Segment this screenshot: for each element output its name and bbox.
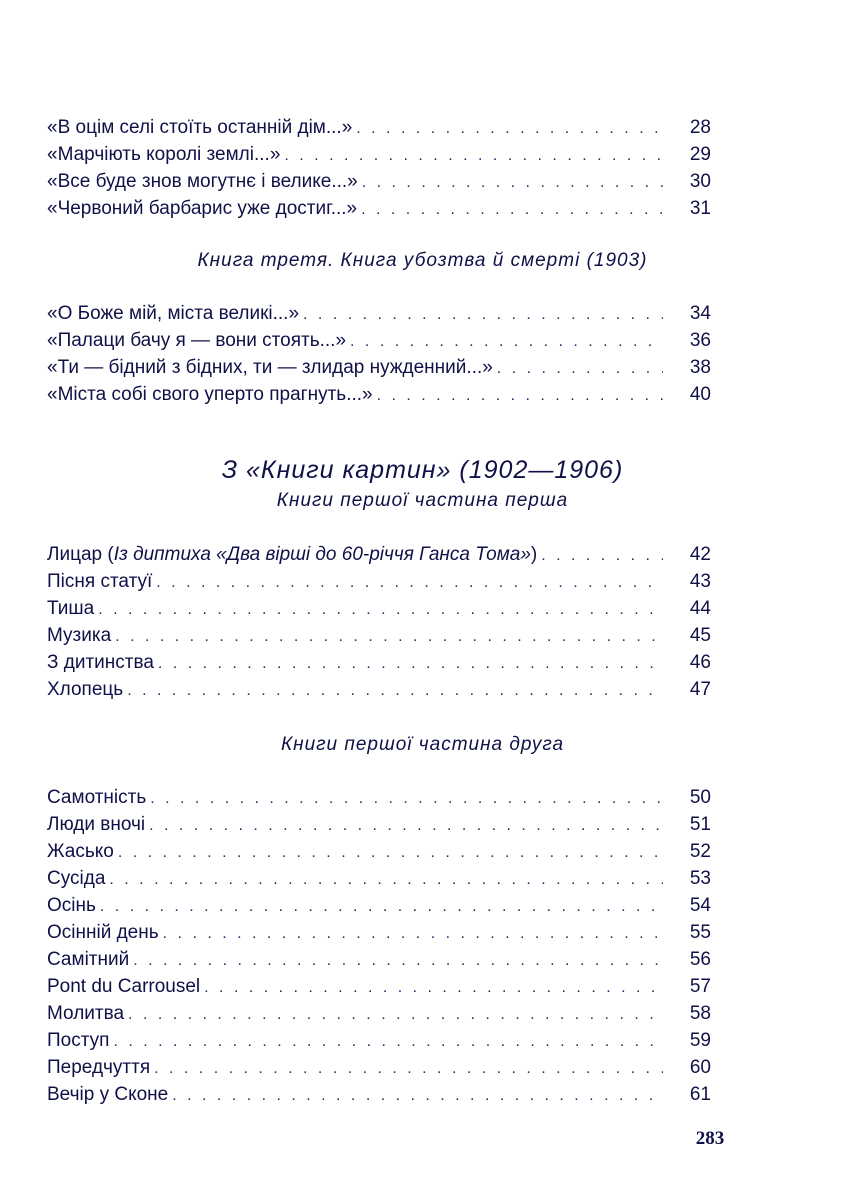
toc-entry-title: «Марчіють королі землі...» [47, 144, 281, 165]
leader-dots [204, 974, 663, 1001]
toc-entry [47, 354, 711, 381]
leader-dots [154, 1055, 663, 1082]
leader-dots [128, 1001, 663, 1028]
leader-dots [163, 920, 663, 947]
toc-entry-page: 42 [689, 544, 711, 565]
leader-dots [284, 142, 663, 169]
toc-entry [47, 381, 711, 408]
toc-entry-page: 47 [689, 679, 711, 700]
toc-entry-page: 31 [689, 198, 711, 219]
toc-entry-title-close: ) [530, 544, 538, 565]
section-heading-part1: Книги першої частина перша [276, 490, 569, 511]
toc-group-3 [47, 541, 711, 703]
toc-entry-title: Самотність [47, 787, 147, 808]
toc-entry-title: Молитва [47, 1003, 125, 1024]
toc-entry-page: 50 [689, 787, 711, 808]
leader-dots [149, 812, 663, 839]
toc-entry [47, 1054, 711, 1081]
toc-entry-page: 58 [689, 1003, 711, 1024]
leader-dots [362, 169, 663, 196]
leader-dots [172, 1082, 663, 1109]
leader-dots [350, 328, 663, 355]
leader-dots [150, 785, 663, 812]
toc-entry [47, 114, 711, 141]
toc-entry-page: 34 [689, 303, 711, 324]
toc-entry-page: 59 [689, 1030, 711, 1051]
toc-entry [47, 838, 711, 865]
leader-dots [98, 596, 663, 623]
leader-dots [497, 355, 663, 382]
toc-entry [47, 973, 711, 1000]
toc-entry-title: «Все буде знов могутнє і велике...» [47, 171, 358, 192]
toc-entry-page: 60 [689, 1057, 711, 1078]
toc-entry-title: Люди вночі [47, 814, 146, 835]
leader-dots [156, 569, 663, 596]
toc-entry-page: 55 [689, 922, 711, 943]
section-heading-book3: Книга третя. Книга убозтва й смерті (1903) [197, 250, 648, 271]
toc-entry [47, 195, 711, 222]
toc-entry-page: 45 [689, 625, 711, 646]
toc-entry [47, 300, 711, 327]
toc-entry [47, 141, 711, 168]
toc-entry [47, 892, 711, 919]
leader-dots [133, 947, 663, 974]
leader-dots [541, 542, 663, 569]
toc-entry [47, 622, 711, 649]
toc-entry [47, 541, 711, 568]
toc-entry [47, 168, 711, 195]
toc-entry-page: 30 [689, 171, 711, 192]
toc-entry [47, 1027, 711, 1054]
toc-group-2 [47, 300, 711, 408]
toc-entry-page: 61 [689, 1084, 711, 1105]
toc-entry-title: Поступ [47, 1030, 110, 1051]
toc-entry-title: Сусіда [47, 868, 106, 889]
toc-entry-page: 46 [689, 652, 711, 673]
toc-entry-page: 51 [689, 814, 711, 835]
toc-entry-title-italic: Із диптиха «Два вірші до 60-річчя Ганса Тома» [113, 544, 531, 565]
toc-entry-title: «Міста собі свого уперто прагнуть...» [47, 384, 373, 405]
toc-entry-title: Тиша [47, 598, 95, 619]
toc-entry-page: 40 [689, 384, 711, 405]
toc-entry-title-plain: Лицар ( [47, 544, 114, 565]
toc-entry-title [47, 541, 541, 568]
toc-entry [47, 568, 711, 595]
toc-entry [47, 784, 711, 811]
toc-entry-title: Хлопець [47, 679, 124, 700]
toc-group-4 [47, 784, 711, 1108]
toc-group-1 [47, 114, 711, 222]
toc-entry-title: З дитинства [47, 652, 154, 673]
leader-dots [356, 115, 663, 142]
toc-entry-title: Pont du Carrousel [47, 976, 201, 997]
toc-entry-page: 28 [689, 117, 711, 138]
page-number: 283 [695, 1128, 725, 1149]
toc-entry-page: 29 [689, 144, 711, 165]
toc-entry-title: Самітний [47, 949, 130, 970]
toc-entry [47, 865, 711, 892]
toc-entry-title: Передчуття [47, 1057, 151, 1078]
leader-dots [377, 382, 663, 409]
toc-entry [47, 919, 711, 946]
toc-entry-title: «О Боже мій, міста великі...» [47, 303, 300, 324]
toc-entry-title: Осінь [47, 895, 96, 916]
leader-dots [113, 1028, 663, 1055]
toc-entry-page: 56 [689, 949, 711, 970]
toc-entry-title: Жасько [47, 841, 114, 862]
toc-entry [47, 595, 711, 622]
leader-dots [100, 893, 663, 920]
toc-entry-title: Осінній день [47, 922, 159, 943]
toc-entry-page: 36 [689, 330, 711, 351]
toc-entry [47, 1000, 711, 1027]
toc-entry-title: «Червоний барбарис уже достиг...» [47, 198, 358, 219]
toc-entry [47, 811, 711, 838]
toc-entry [47, 946, 711, 973]
leader-dots [127, 677, 663, 704]
toc-entry-page: 43 [689, 571, 711, 592]
toc-entry-title: Пісня статуї [47, 571, 153, 592]
toc-entry-page: 54 [689, 895, 711, 916]
leader-dots [158, 650, 663, 677]
toc-entry [47, 1081, 711, 1108]
major-heading-book-of-pictures: З «Книги картин» (1902—1906) [221, 456, 624, 484]
leader-dots [361, 196, 663, 223]
toc-entry-page: 52 [689, 841, 711, 862]
toc-entry-title: Вечір у Сконе [47, 1084, 169, 1105]
toc-entry-page: 57 [689, 976, 711, 997]
toc-entry-title: «Палаци бачу я — вони стоять...» [47, 330, 347, 351]
leader-dots [118, 839, 663, 866]
toc-entry-page: 44 [689, 598, 711, 619]
toc-entry-title: «Ти — бідний з бідних, ти — злидар нужденний...» [47, 357, 493, 378]
leader-dots [115, 623, 663, 650]
toc-entry [47, 327, 711, 354]
toc-entry-title: Музика [47, 625, 112, 646]
toc-entry [47, 676, 711, 703]
leader-dots [303, 301, 663, 328]
toc-entry [47, 649, 711, 676]
section-heading-part2: Книги першої частина друга [280, 734, 565, 755]
toc-entry-page: 38 [689, 357, 711, 378]
leader-dots [109, 866, 663, 893]
toc-entry-page: 53 [689, 868, 711, 889]
toc-entry-title: «В оцім селі стоїть останній дім...» [47, 117, 353, 138]
